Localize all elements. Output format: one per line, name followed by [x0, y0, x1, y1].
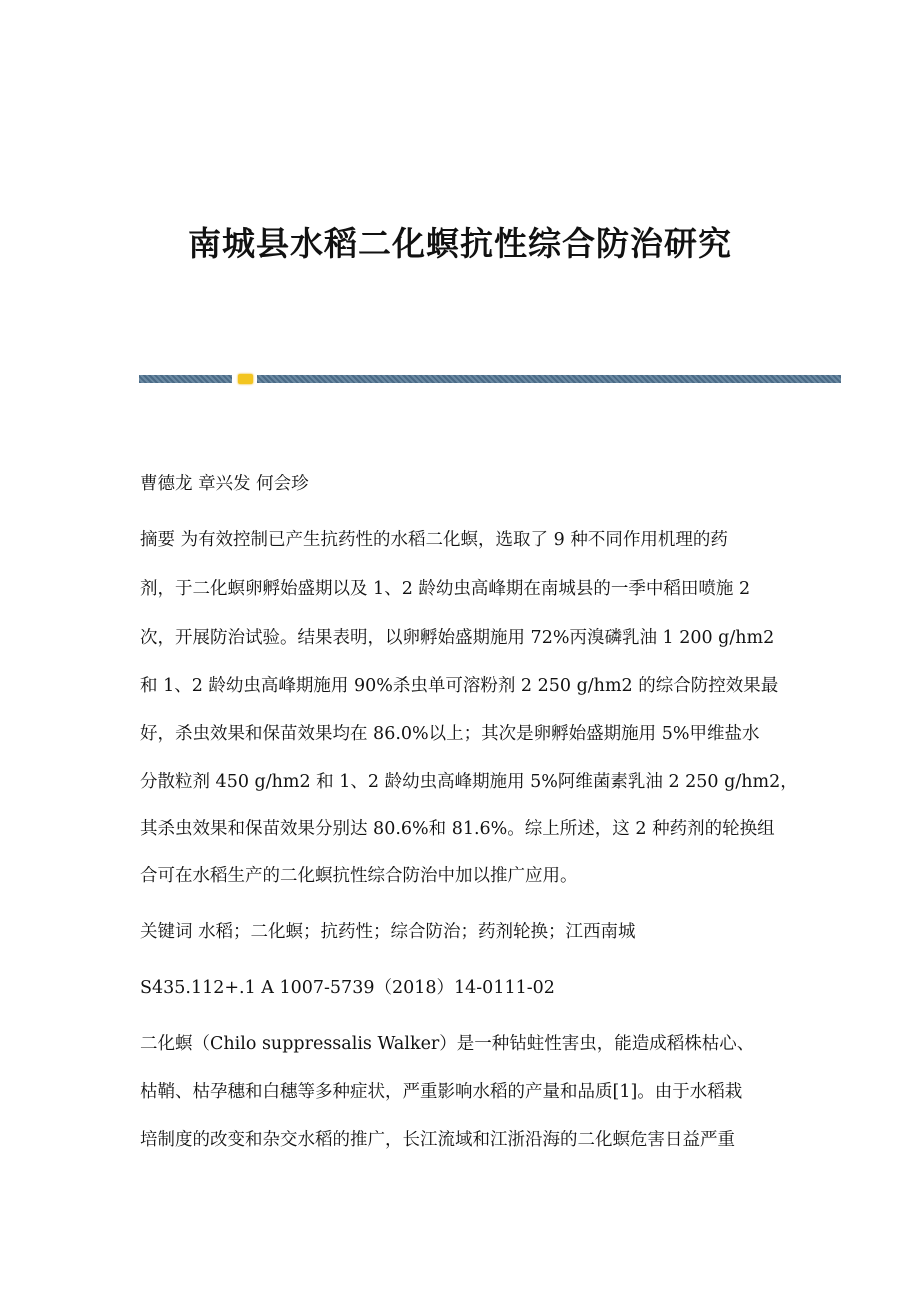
keywords: 关键词 水稻；二化螟；抗药性；综合防治；药剂轮换；江西南城	[140, 922, 636, 942]
abstract-line: 摘要 为有效控制已产生抗药性的水稻二化螟，选取了 9 种不同作用机理的药	[140, 530, 728, 550]
abstract-line: 次，开展防治试验。结果表明，以卵孵始盛期施用 72%丙溴磷乳油 1 200 g/hm2	[140, 628, 775, 648]
abstract-line: 其杀虫效果和保苗效果分别达 80.6%和 81.6%。综上所述，这 2 种药剂的轮换组	[140, 819, 775, 839]
divider-ornament-icon	[238, 374, 253, 384]
divider-bar-right	[257, 375, 841, 383]
classification-code: S435.112+.1 A 1007-5739（2018）14-0111-02	[140, 978, 555, 998]
abstract-line: 剂，于二化螟卵孵始盛期以及 1、2 龄幼虫高峰期在南城县的一季中稻田喷施 2	[140, 579, 751, 599]
title-divider	[139, 375, 841, 383]
abstract-line: 合可在水稻生产的二化螟抗性综合防治中加以推广应用。	[140, 866, 578, 886]
abstract-line: 和 1、2 龄幼虫高峰期施用 90%杀虫单可溶粉剂 2 250 g/hm2 的综合防控效果最	[140, 676, 779, 696]
body-line: 培制度的改变和杂交水稻的推广，长江流域和江浙沿海的二化螟危害日益严重	[140, 1130, 735, 1150]
divider-bar-left	[139, 375, 232, 383]
authors: 曹德龙 章兴发 何会珍	[140, 474, 309, 494]
abstract-line: 好，杀虫效果和保苗效果均在 86.0%以上；其次是卵孵始盛期施用 5%甲维盐水	[140, 724, 760, 744]
document-title: 南城县水稻二化螟抗性综合防治研究	[188, 224, 732, 263]
body-line: 枯鞘、枯孕穗和白穗等多种症状，严重影响水稻的产量和品质[1]。由于水稻栽	[140, 1082, 743, 1102]
abstract-line: 分散粒剂 450 g/hm2 和 1、2 龄幼虫高峰期施用 5%阿维菌素乳油 2 250 g/hm2，	[140, 772, 798, 792]
body-line: 二化螟（Chilo suppressalis Walker）是一种钻蛀性害虫，能造成稻株枯心、	[140, 1034, 755, 1054]
